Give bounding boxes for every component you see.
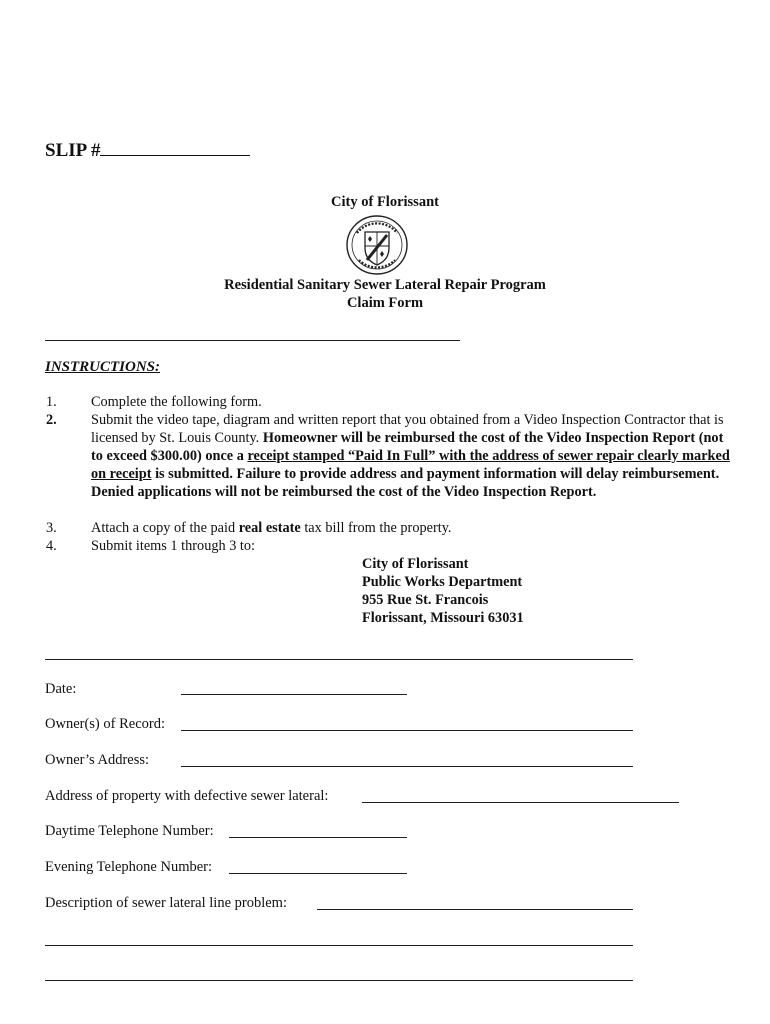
- item-2-intro: Submit the video tape, diagram and written report that you obtained from a Video Inspection Contractor that is licensed by St. Louis County.: [91, 412, 724, 446]
- instruction-item-2: [0, 411, 770, 521]
- date-label: Date:: [45, 681, 77, 697]
- item-text: Submit items 1 through 3 to:: [91, 538, 256, 554]
- owners-address-label: Owner’s Address:: [45, 752, 150, 768]
- city-seal-icon: [341, 214, 413, 276]
- description-field[interactable]: [317, 909, 633, 910]
- owners-of-record-label: Owner(s) of Record:: [45, 716, 165, 732]
- date-field[interactable]: [181, 694, 407, 695]
- daytime-phone-label: Daytime Telephone Number:: [45, 823, 214, 839]
- address-line-4: Florissant, Missouri 63031: [362, 610, 524, 626]
- property-address-label: Address of property with defective sewer lateral:: [45, 788, 329, 804]
- item-2-receipt-requirement: receipt stamped “Paid In Full” with the address of sewer repair clearly marked on receipt: [91, 448, 730, 482]
- description-line-3[interactable]: [45, 980, 633, 981]
- item-3-part2: tax bill from the property.: [304, 520, 452, 536]
- instructions-heading: INSTRUCTIONS:: [45, 359, 161, 375]
- item-number: 3.: [46, 520, 57, 536]
- program-title: Residential Sanitary Sewer Lateral Repair Program: [224, 277, 546, 293]
- item-2-warning: is submitted. Failure to provide address and payment information will delay reimbursement. Denied applications will not be reimbursed the cost of the Video Inspection Report.: [91, 466, 720, 500]
- owners-address-field[interactable]: [181, 766, 633, 767]
- owners-of-record-field[interactable]: [181, 730, 633, 731]
- instruction-item-3: [0, 519, 770, 537]
- slip-label: SLIP #: [45, 140, 101, 161]
- item-number: 4.: [46, 538, 57, 554]
- item-number: 2.: [46, 412, 57, 428]
- header-divider: [45, 340, 460, 341]
- address-line-2: Public Works Department: [362, 574, 523, 590]
- item-text: [91, 519, 731, 537]
- address-line-3: 955 Rue St. Francois: [362, 592, 489, 608]
- address-line-1: City of Florissant: [362, 556, 469, 572]
- item-3-part1: Attach a copy of the paid: [91, 520, 236, 536]
- city-heading: City of Florissant: [331, 194, 439, 210]
- evening-phone-field[interactable]: [229, 873, 407, 874]
- item-2-reimbursement: Homeowner will be reimbursed the cost of the Video Inspection Report (not to exceed $300.00) once a: [91, 430, 724, 464]
- description-label: Description of sewer lateral line problem:: [45, 895, 287, 911]
- item-text: Complete the following form.: [91, 394, 262, 410]
- instruction-item-1: [0, 393, 770, 411]
- instruction-item-4: [0, 537, 770, 555]
- daytime-phone-field[interactable]: [229, 837, 407, 838]
- section-divider: [45, 659, 633, 660]
- item-number: 1.: [46, 394, 57, 410]
- slip-number: [45, 137, 250, 162]
- description-line-2[interactable]: [45, 945, 633, 946]
- item-text: [91, 411, 731, 501]
- item-3-emphasis: real estate: [238, 520, 301, 536]
- slip-number-field[interactable]: [100, 137, 250, 156]
- evening-phone-label: Evening Telephone Number:: [45, 859, 213, 875]
- property-address-field[interactable]: [362, 802, 679, 803]
- seal-graphic: [341, 214, 413, 276]
- form-title: Claim Form: [346, 295, 424, 311]
